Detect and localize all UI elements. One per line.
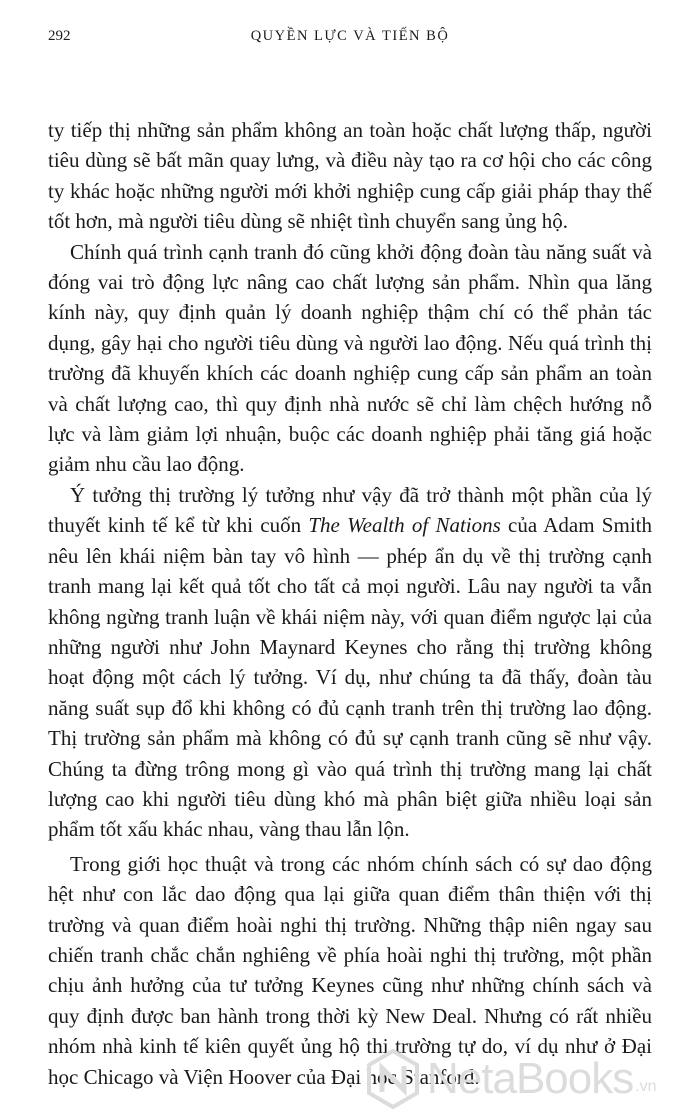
watermark xyxy=(365,1048,657,1110)
paragraph: ty tiếp thị những sản phẩm không an toàn hoặc chất lượng thấp, người tiêu dùng sẽ bất mãn quay lưng, và điều này tạo ra cơ hội cho các công ty khác hoặc những người mới khởi nghiệp cung cấp giải pháp thay thế tốt hơn, mà người tiêu dùng sẽ nhiệt tình chuyển sang ủng hộ. xyxy=(48,118,652,234)
book-title: The Wealth of Nations xyxy=(308,513,501,538)
watermark-tld: .vn xyxy=(635,1078,657,1095)
paragraph: Chính quá trình cạnh tranh đó cũng khởi động đoàn tàu năng suất và đóng vai trò động lực nâng cao chất lượng sản phẩm. Nhìn qua lăng kính này, quy định quản lý doanh nghiệp thậm chí có thể phản tác dụng, gây hại cho người tiêu dùng và người lao động. Nếu quá trình thị trường đã khuyến khích các doanh nghiệp cung cấp sản phẩm an toàn và chất lượng cao, thì quy định nhà nước sẽ chỉ làm chệch hướng nỗ lực và làm giảm lợi nhuận, buộc các doanh nghiệp phải tăng giá hoặc giảm nhu cầu lao động. xyxy=(48,239,652,477)
page-number: 292 xyxy=(48,28,71,44)
paragraph: Trong giới học thuật và trong các nhóm chính sách có sự dao động hệt như con lắc dao động qua lại giữa quan điểm thân thiện với thị trường và quan điểm hoài nghi thị trường. Những thập niên ngay sau chiến tranh chắc chắn nghiêng về phía hoài nghi thị trường, một phần chịu ảnh hưởng của tư tưởng Keynes cũng như những chính sách và quy định được ban hành trong thời kỳ New Deal. Nhưng có rất nhiều nhóm nhà kinh tế kiên quyết ủng hộ thị trường tự do, ví dụ như ở Đại học Chicago và Viện Hoover của Đại học Stanford. xyxy=(48,851,652,1089)
paragraph-text: Ý tưởng thị trường lý tưởng như vậy đã trở thành một phần của lý thuyết kinh tế kể từ khi cuốn xyxy=(48,482,652,538)
netabooks-logo-icon xyxy=(365,1048,421,1110)
running-title: QUYỀN LỰC VÀ TIẾN BỘ xyxy=(250,28,450,44)
paragraph xyxy=(48,480,652,845)
paragraph-text: của Adam Smith nêu lên khái niệm bàn tay vô hình — phép ẩn dụ về thị trường cạnh tranh mang lại kết quả tốt cho tất cả mọi người. Lâu nay người ta vẫn không ngừng tranh luận về khái niệm này, với quan điểm ngược lại của những người như John Maynard Keynes cho rằng thị trường không hoạt động một cách lý tưởng. Ví dụ, như chúng ta đã thấy, đoàn tàu năng suất sụp đổ khi không có đủ cạnh tranh trên thị trường lao động. Thị trường sản phẩm mà không có đủ sự cạnh tranh cũng sẽ như vậy. Chúng ta đừng trông mong gì vào quá trình thị trường mang lại chất lượng cao khi người tiêu dùng khó mà phân biệt giữa nhiều loại sản phẩm tốt xấu khác nhau, vàng thau lẫn lộn. xyxy=(48,513,652,842)
page-body xyxy=(48,115,652,1092)
watermark-name: NetaBooks xyxy=(427,1054,634,1103)
page-header xyxy=(48,28,652,52)
